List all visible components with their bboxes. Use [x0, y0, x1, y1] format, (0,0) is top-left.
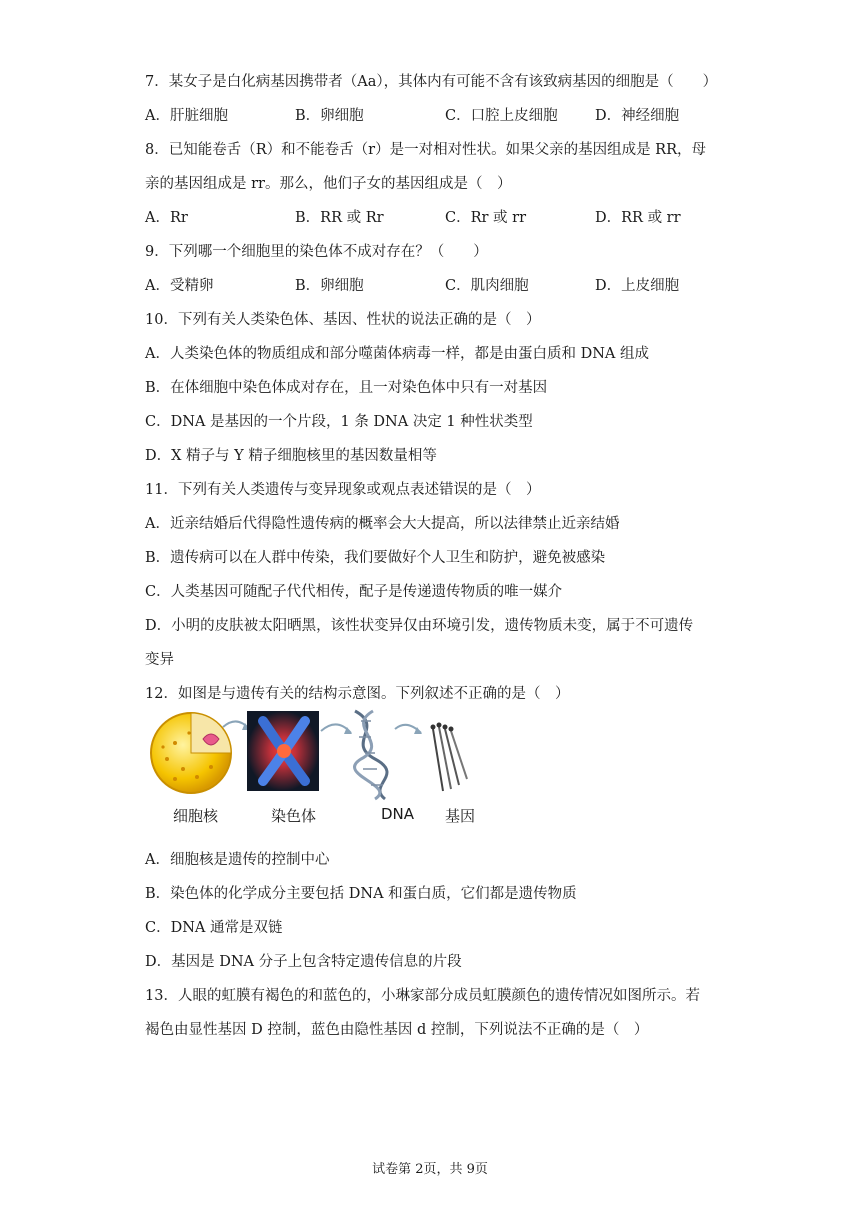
q8-option-d: D．RR 或 rr — [595, 210, 681, 226]
q10-option-d: D．X 精子与 Y 精子细胞核里的基因数量相等 — [145, 448, 437, 464]
q7-option-a: A．肝脏细胞 — [145, 108, 228, 124]
page-footer: 试卷第 2页，共 9页 — [372, 1162, 488, 1177]
q13-stem-line2: 褐色由显性基因 D 控制，蓝色由隐性基因 d 控制，下列说法不正确的是（ ） — [145, 1022, 649, 1038]
q9-option-b: B．卵细胞 — [295, 278, 364, 294]
q7-option-b: B．卵细胞 — [295, 108, 364, 124]
q10-option-b: B．在体细胞中染色体成对存在，且一对染色体中只有一对基因 — [145, 380, 548, 396]
q8-stem-line2: 亲的基因组成是 rr。那么，他们子女的基因组成是（ ） — [145, 176, 512, 192]
q12-option-d: D．基因是 DNA 分子上包含特定遗传信息的片段 — [145, 954, 462, 970]
gene-image — [431, 723, 468, 792]
q13-stem-line1: 13．人眼的虹膜有褐色的和蓝色的，小琳家部分成员虹膜颜色的遗传情况如图所示。若 — [145, 988, 700, 1004]
q11-option-a: A．近亲结婚后代得隐性遗传病的概率会大大提高，所以法律禁止近亲结婚 — [145, 516, 620, 532]
q11-option-b: B．遗传病可以在人群中传染，我们要做好个人卫生和防护，避免被感染 — [145, 550, 606, 566]
label-chromosome: 染色体 — [271, 807, 317, 825]
q12-stem: 12．如图是与遗传有关的结构示意图。下列叙述不正确的是（ ） — [145, 686, 570, 702]
q11-option-c: C．人类基因可随配子代代相传，配子是传递遗传物质的唯一媒介 — [145, 584, 563, 600]
q11-option-d: D．小明的皮肤被太阳晒黑，该性状变异仅由环境引发，遗传物质未变，属于不可遗传 — [145, 618, 694, 634]
q11-stem: 11．下列有关人类遗传与变异现象或观点表述错误的是（ ） — [145, 482, 541, 498]
q9-option-c: C．肌肉细胞 — [445, 278, 529, 294]
q10-option-a: A．人类染色体的物质组成和部分噬菌体病毒一样，都是由蛋白质和 DNA 组成 — [145, 346, 649, 362]
label-gene: 基因 — [445, 807, 476, 825]
heredity-structure-figure — [145, 707, 485, 831]
q8-option-c: C．Rr 或 rr — [445, 210, 527, 226]
q11-option-d-continued: 变异 — [145, 652, 174, 668]
q8-stem-line1: 8．已知能卷舌（R）和不能卷舌（r）是一对相对性状。如果父亲的基因组成是 RR，母 — [145, 142, 707, 158]
q9-option-d: D．上皮细胞 — [595, 278, 680, 294]
nucleus-image — [151, 713, 231, 793]
q9-option-a: A．受精卵 — [145, 278, 214, 294]
dna-helix-image — [355, 711, 387, 799]
q8-option-a: A．Rr — [145, 210, 188, 226]
q10-stem: 10．下列有关人类染色体、基因、性状的说法正确的是（ ） — [145, 312, 541, 328]
q12-option-b: B．染色体的化学成分主要包括 DNA 和蛋白质，它们都是遗传物质 — [145, 886, 577, 902]
q7-stem: 7．某女子是白化病基因携带者（Aa），其体内有可能不含有该致病基因的细胞是（ ） — [145, 74, 718, 90]
q10-option-c: C．DNA 是基因的一个片段，1 条 DNA 决定 1 种性状类型 — [145, 414, 533, 430]
q12-option-a: A．细胞核是遗传的控制中心 — [145, 852, 330, 868]
label-nucleus: 细胞核 — [173, 807, 219, 825]
chromosome-image — [247, 711, 319, 791]
q7-option-d: D．神经细胞 — [595, 108, 680, 124]
q7-option-c: C．口腔上皮细胞 — [445, 108, 558, 124]
q9-stem: 9．下列哪一个细胞里的染色体不成对存在？（ ） — [145, 244, 488, 260]
label-dna: DNA — [381, 805, 415, 823]
q12-option-c: C．DNA 通常是双链 — [145, 920, 283, 936]
q8-option-b: B．RR 或 Rr — [295, 210, 384, 226]
